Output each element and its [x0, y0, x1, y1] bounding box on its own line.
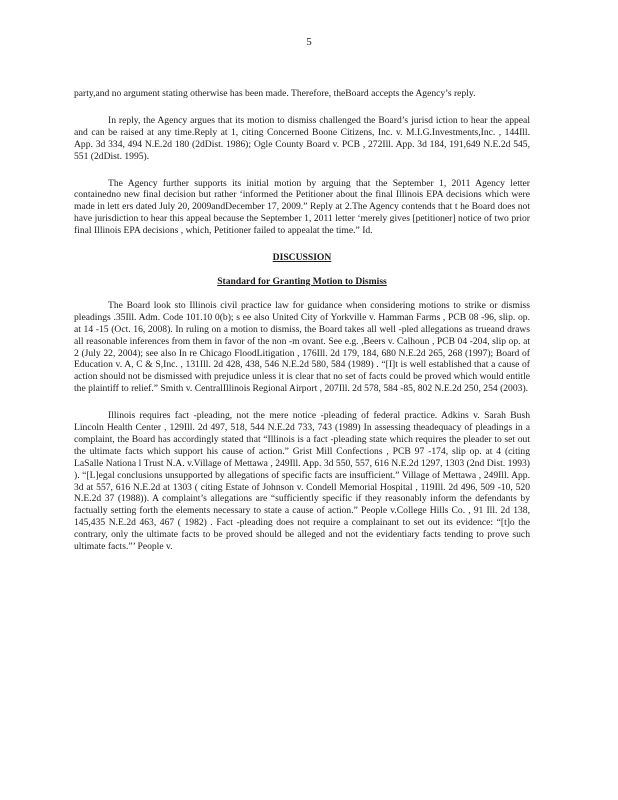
paragraph-continuation: party,and no argument stating otherwise has been made. Therefore, theBoard accepts the Agency’s reply.	[74, 88, 476, 99]
subsection-heading-standard	[74, 276, 530, 288]
paragraph-agency-further: The Agency further supports its initial motion by arguing that the September 1, 2011 Agency letter containedno new final decision but rather ‘informed the Petitioner about the final Illinois EPA decisions which were made in lett ers dated July 20, 2009andDecember 17, 2009.” Reply at 2.The Agency contends that t he Board does not have jurisdiction to hear this appeal because the September 1, 2011 letter ‘merely gives [petitioner] notice of two prior final Illinois EPA decisions , which, Petitioner failed to appealat the time.” Id.	[74, 177, 530, 237]
standard-heading-text: Standard for Granting Motion to Dismiss	[217, 275, 387, 287]
discussion-heading-text: DISCUSSION	[272, 252, 332, 264]
page-number: 5	[306, 36, 312, 48]
paragraph-agency-reply: In reply, the Agency argues that its motion to dismiss challenged the Board’s jurisd iction to hear the appeal and can be raised at any time.Reply at 1, citing Concerned Boone Citizens, Inc. v. M.I.G.Investments,Inc. , 144Ill. App. 3d 334, 494 N.E.2d 180 (2dDist. 1986); Ogle County Board v. PCB , 272Ill. App. 3d 184, 191,649 N.E.2d 545, 551 (2dDist. 1995).	[74, 114, 530, 162]
document-body	[74, 88, 530, 568]
paragraph-civil-practice: The Board look sto Illinois civil practice law for guidance when considering motions to strike or dismiss pleadings .35Ill. Adm. Code 101.10 0(b); s ee also United City of Yorkville v. Hamman Farms , PCB 08 -96, slip. op. at 14 -15 (Oct. 16, 2008). In ruling on a motion to dismiss, the Board takes all well -pled allegations as trueand draws all reasonable inferences from them in favor of the non -m ovant. See e.g. ,Beers v. Calhoun , PCB 04 -204, slip op. at 2 (July 22, 2004); see also In re Chicago FloodLitigation , 176Ill. 2d 179, 184, 680 N.E.2d 265, 268 (1997); Board of Education v. A, C & S,Inc. , 131Ill. 2d 428, 438, 546 N.E.2d 580, 584 (1989) . “[I]t is well established that a cause of action should not be dismissed with prejudice unless it is clear that no set of facts could be proved which would entitle the plaintiff to relief.” Smith v. CentralIllinois Regional Airport , 207Ill. 2d 578, 584 -85, 802 N.E.2d 250, 254 (2003).	[74, 299, 530, 395]
paragraph-fact-pleading: Illinois requires fact -pleading, not the mere notice -pleading of federal practice. Adkins v. Sarah Bush Lincoln Health Center , 129Ill. 2d 497, 518, 544 N.E.2d 733, 743 (1989) In assessing theadequacy of pleadings in a complaint, the Board has accordingly stated that “Illinois is a fact -pleading state which requires the pleader to set out the ultimate facts which support his cause of action.” Grist Mill Confections , PCB 97 -174, slip op. at 4 (citing LaSalle Nationa l Trust N.A. v.Village of Mettawa , 249Ill. App. 3d 550, 557, 616 N.E.2d 1297, 1303 (2nd Dist. 1993) ). “[L]egal conclusions unsupported by allegations of specific facts are insufficient.” Village of Mettawa , 249Ill. App. 3d at 557, 616 N.E.2d at 1303 ( citing Estate of Johnson v. Condell Memorial Hospital , 119Ill. 2d 496, 509 -10, 520 N.E.2d 37 (1988)). A complaint’s allegations are “sufficiently specific if they reasonably inform the defendants by factually setting forth the elements necessary to state a cause of action.” People v.College Hills Co. , 91 Ill. 2d 138, 145,435 N.E.2d 463, 467 ( 1982) . Fact -pleading does not require a complainant to set out its evidence: “[t]o the contrary, only the ultimate facts to be proved should be alleged and not the evidentiary facts tending to prove such ultimate facts.”’ People v.	[74, 410, 530, 553]
section-heading-discussion	[74, 252, 530, 264]
